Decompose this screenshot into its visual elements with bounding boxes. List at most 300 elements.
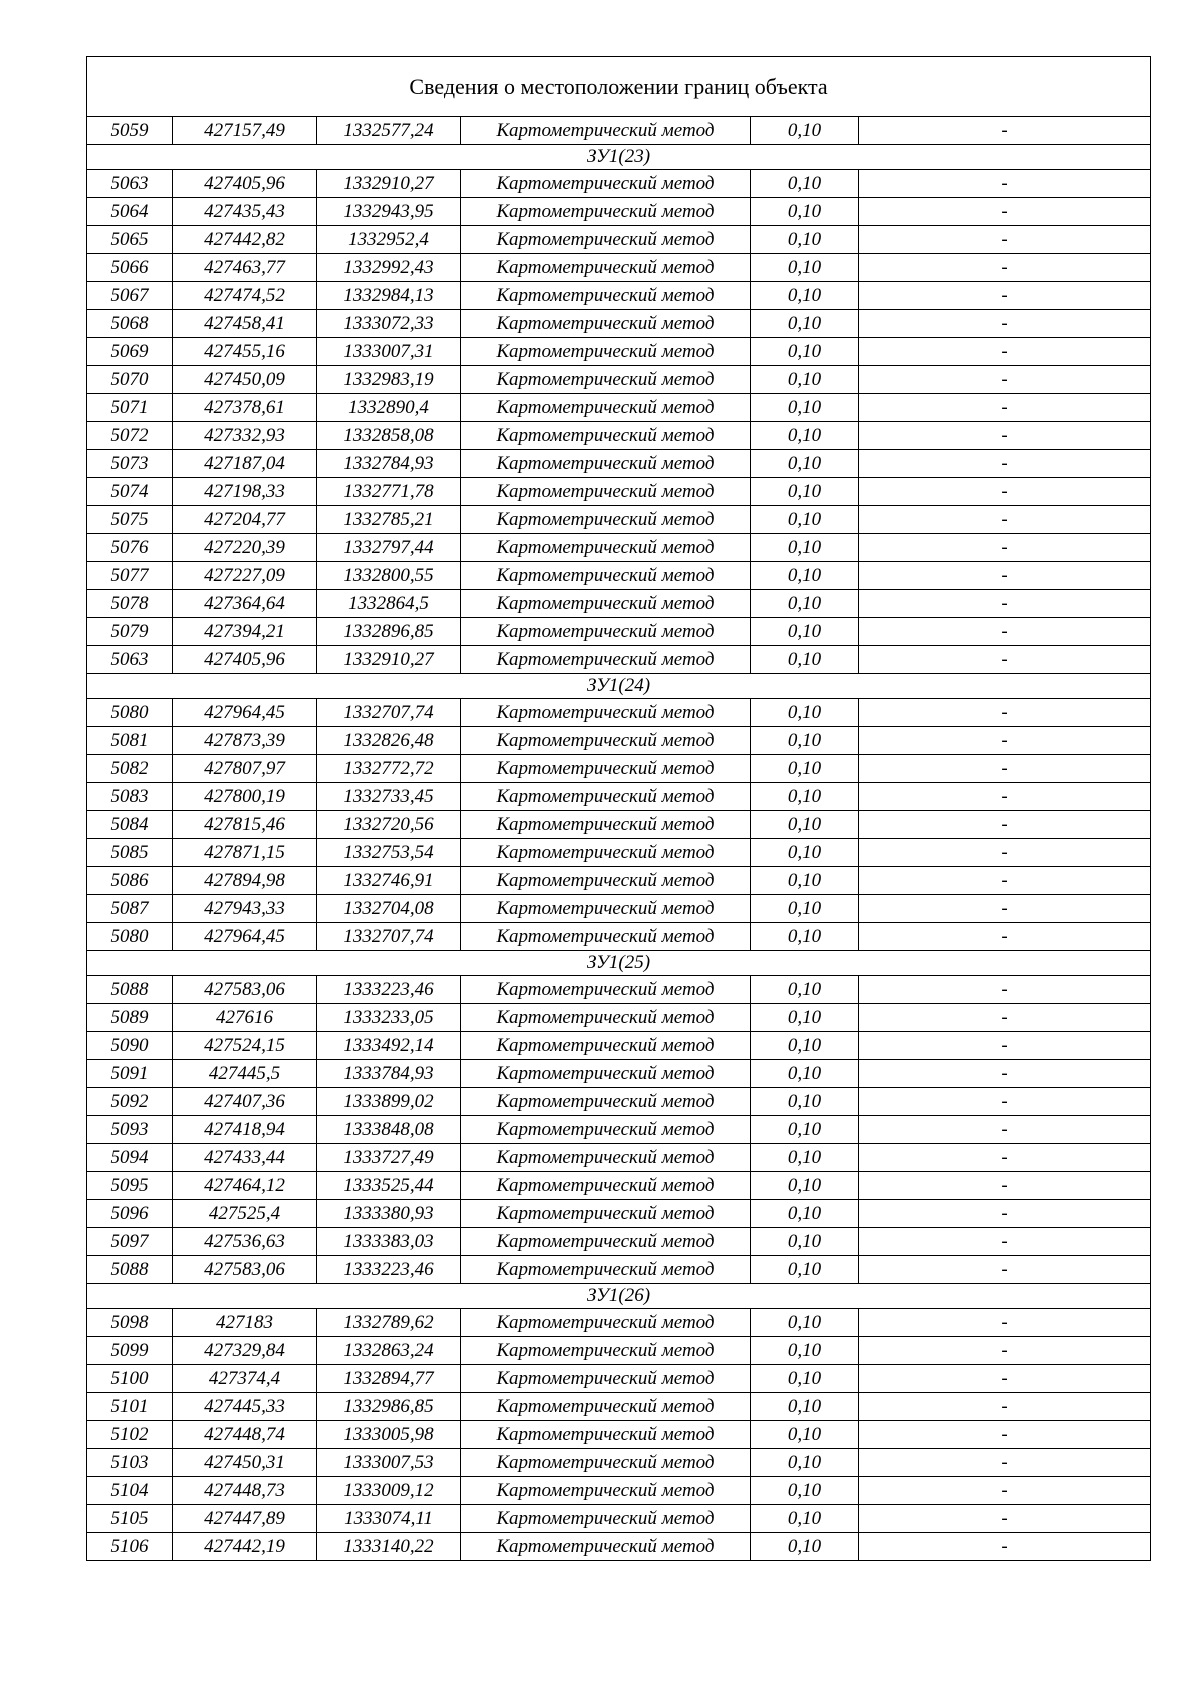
description-cell: -: [859, 506, 1151, 534]
point-number-cell: 5080: [87, 699, 173, 727]
determination-method-cell: Картометрический метод: [461, 1421, 751, 1449]
y-coordinate-cell: 1332753,54: [317, 839, 461, 867]
accuracy-cell: 0,10: [751, 1393, 859, 1421]
determination-method-cell: Картометрический метод: [461, 1477, 751, 1505]
x-coordinate-cell: 427800,19: [173, 783, 317, 811]
x-coordinate-cell: 427220,39: [173, 534, 317, 562]
x-coordinate-cell: 427442,19: [173, 1533, 317, 1561]
point-number-cell: 5065: [87, 226, 173, 254]
point-number-cell: 5064: [87, 198, 173, 226]
accuracy-cell: 0,10: [751, 867, 859, 895]
y-coordinate-cell: 1332746,91: [317, 867, 461, 895]
description-cell: -: [859, 1200, 1151, 1228]
accuracy-cell: 0,10: [751, 170, 859, 198]
point-number-cell: 5063: [87, 646, 173, 674]
accuracy-cell: 0,10: [751, 1060, 859, 1088]
y-coordinate-cell: 1332984,13: [317, 282, 461, 310]
point-number-cell: 5093: [87, 1116, 173, 1144]
point-number-cell: 5104: [87, 1477, 173, 1505]
table-row: [87, 338, 1151, 366]
accuracy-cell: 0,10: [751, 1172, 859, 1200]
point-number-cell: 5100: [87, 1365, 173, 1393]
accuracy-cell: 0,10: [751, 198, 859, 226]
x-coordinate-cell: 427405,96: [173, 646, 317, 674]
accuracy-cell: 0,10: [751, 1337, 859, 1365]
x-coordinate-cell: 427448,74: [173, 1421, 317, 1449]
determination-method-cell: Картометрический метод: [461, 506, 751, 534]
x-coordinate-cell: 427525,4: [173, 1200, 317, 1228]
table-row: [87, 1004, 1151, 1032]
x-coordinate-cell: 427964,45: [173, 699, 317, 727]
x-coordinate-cell: 427445,33: [173, 1393, 317, 1421]
description-cell: -: [859, 1116, 1151, 1144]
x-coordinate-cell: 427405,96: [173, 170, 317, 198]
table-row: [87, 1533, 1151, 1561]
x-coordinate-cell: 427894,98: [173, 867, 317, 895]
x-coordinate-cell: 427157,49: [173, 117, 317, 145]
table-row: [87, 646, 1151, 674]
x-coordinate-cell: 427474,52: [173, 282, 317, 310]
point-number-cell: 5092: [87, 1088, 173, 1116]
point-number-cell: 5080: [87, 923, 173, 951]
description-cell: -: [859, 170, 1151, 198]
determination-method-cell: Картометрический метод: [461, 618, 751, 646]
description-cell: -: [859, 699, 1151, 727]
point-number-cell: 5095: [87, 1172, 173, 1200]
accuracy-cell: 0,10: [751, 366, 859, 394]
table-row: [87, 562, 1151, 590]
accuracy-cell: 0,10: [751, 783, 859, 811]
point-number-cell: 5083: [87, 783, 173, 811]
point-number-cell: 5074: [87, 478, 173, 506]
table-title: Сведения о местоположении границ объекта: [87, 57, 1151, 117]
description-cell: -: [859, 478, 1151, 506]
section-label: ЗУ1(23): [87, 145, 1151, 170]
section-header-row: [87, 674, 1151, 699]
y-coordinate-cell: 1332577,24: [317, 117, 461, 145]
determination-method-cell: Картометрический метод: [461, 534, 751, 562]
table-row: [87, 1116, 1151, 1144]
y-coordinate-cell: 1333383,03: [317, 1228, 461, 1256]
point-number-cell: 5090: [87, 1032, 173, 1060]
determination-method-cell: Картометрический метод: [461, 1144, 751, 1172]
point-number-cell: 5063: [87, 170, 173, 198]
y-coordinate-cell: 1332772,72: [317, 755, 461, 783]
section-header-row: [87, 951, 1151, 976]
description-cell: -: [859, 1228, 1151, 1256]
point-number-cell: 5078: [87, 590, 173, 618]
point-number-cell: 5067: [87, 282, 173, 310]
point-number-cell: 5068: [87, 310, 173, 338]
table-row: [87, 811, 1151, 839]
y-coordinate-cell: 1333233,05: [317, 1004, 461, 1032]
determination-method-cell: Картометрический метод: [461, 198, 751, 226]
table-row: [87, 1337, 1151, 1365]
point-number-cell: 5088: [87, 976, 173, 1004]
y-coordinate-cell: 1332771,78: [317, 478, 461, 506]
table-row: [87, 727, 1151, 755]
y-coordinate-cell: 1333223,46: [317, 1256, 461, 1284]
description-cell: -: [859, 1477, 1151, 1505]
description-cell: -: [859, 895, 1151, 923]
y-coordinate-cell: 1332707,74: [317, 699, 461, 727]
point-number-cell: 5066: [87, 254, 173, 282]
description-cell: -: [859, 755, 1151, 783]
determination-method-cell: Картометрический метод: [461, 867, 751, 895]
table-row: [87, 839, 1151, 867]
table-row: [87, 1365, 1151, 1393]
y-coordinate-cell: 1332789,62: [317, 1309, 461, 1337]
description-cell: -: [859, 1060, 1151, 1088]
accuracy-cell: 0,10: [751, 1228, 859, 1256]
y-coordinate-cell: 1332894,77: [317, 1365, 461, 1393]
description-cell: -: [859, 1088, 1151, 1116]
x-coordinate-cell: 427442,82: [173, 226, 317, 254]
determination-method-cell: Картометрический метод: [461, 1200, 751, 1228]
accuracy-cell: 0,10: [751, 1116, 859, 1144]
accuracy-cell: 0,10: [751, 1144, 859, 1172]
determination-method-cell: Картометрический метод: [461, 783, 751, 811]
x-coordinate-cell: 427536,63: [173, 1228, 317, 1256]
description-cell: -: [859, 226, 1151, 254]
point-number-cell: 5073: [87, 450, 173, 478]
point-number-cell: 5075: [87, 506, 173, 534]
table-row: [87, 755, 1151, 783]
point-number-cell: 5079: [87, 618, 173, 646]
determination-method-cell: Картометрический метод: [461, 1116, 751, 1144]
determination-method-cell: Картометрический метод: [461, 1365, 751, 1393]
point-number-cell: 5085: [87, 839, 173, 867]
determination-method-cell: Картометрический метод: [461, 755, 751, 783]
y-coordinate-cell: 1332733,45: [317, 783, 461, 811]
boundary-coordinates-document: [86, 56, 1150, 1561]
table-row: [87, 450, 1151, 478]
point-number-cell: 5102: [87, 1421, 173, 1449]
x-coordinate-cell: 427463,77: [173, 254, 317, 282]
y-coordinate-cell: 1332826,48: [317, 727, 461, 755]
accuracy-cell: 0,10: [751, 478, 859, 506]
accuracy-cell: 0,10: [751, 1477, 859, 1505]
determination-method-cell: Картометрический метод: [461, 226, 751, 254]
point-number-cell: 5077: [87, 562, 173, 590]
x-coordinate-cell: 427873,39: [173, 727, 317, 755]
x-coordinate-cell: 427583,06: [173, 1256, 317, 1284]
point-number-cell: 5101: [87, 1393, 173, 1421]
determination-method-cell: Картометрический метод: [461, 310, 751, 338]
table-row: [87, 783, 1151, 811]
determination-method-cell: Картометрический метод: [461, 1172, 751, 1200]
y-coordinate-cell: 1332983,19: [317, 366, 461, 394]
description-cell: -: [859, 1365, 1151, 1393]
y-coordinate-cell: 1333492,14: [317, 1032, 461, 1060]
accuracy-cell: 0,10: [751, 811, 859, 839]
determination-method-cell: Картометрический метод: [461, 422, 751, 450]
table-row: [87, 923, 1151, 951]
determination-method-cell: Картометрический метод: [461, 1032, 751, 1060]
x-coordinate-cell: 427458,41: [173, 310, 317, 338]
x-coordinate-cell: 427455,16: [173, 338, 317, 366]
table-row: [87, 1088, 1151, 1116]
determination-method-cell: Картометрический метод: [461, 699, 751, 727]
point-number-cell: 5081: [87, 727, 173, 755]
section-label: ЗУ1(26): [87, 1284, 1151, 1309]
description-cell: -: [859, 1449, 1151, 1477]
table-row: [87, 1032, 1151, 1060]
y-coordinate-cell: 1332800,55: [317, 562, 461, 590]
accuracy-cell: 0,10: [751, 1004, 859, 1032]
description-cell: -: [859, 1309, 1151, 1337]
determination-method-cell: Картометрический метод: [461, 1505, 751, 1533]
y-coordinate-cell: 1333005,98: [317, 1421, 461, 1449]
accuracy-cell: 0,10: [751, 282, 859, 310]
x-coordinate-cell: 427583,06: [173, 976, 317, 1004]
point-number-cell: 5069: [87, 338, 173, 366]
description-cell: -: [859, 1172, 1151, 1200]
determination-method-cell: Картометрический метод: [461, 117, 751, 145]
determination-method-cell: Картометрический метод: [461, 1309, 751, 1337]
section-header-row: [87, 1284, 1151, 1309]
x-coordinate-cell: 427183: [173, 1309, 317, 1337]
accuracy-cell: 0,10: [751, 618, 859, 646]
table-row: [87, 394, 1151, 422]
determination-method-cell: Картометрический метод: [461, 394, 751, 422]
y-coordinate-cell: 1332864,5: [317, 590, 461, 618]
description-cell: -: [859, 646, 1151, 674]
description-cell: -: [859, 839, 1151, 867]
accuracy-cell: 0,10: [751, 562, 859, 590]
y-coordinate-cell: 1332863,24: [317, 1337, 461, 1365]
table-row: [87, 310, 1151, 338]
x-coordinate-cell: 427807,97: [173, 755, 317, 783]
table-row: [87, 478, 1151, 506]
determination-method-cell: Картометрический метод: [461, 1228, 751, 1256]
determination-method-cell: Картометрический метод: [461, 338, 751, 366]
section-label: ЗУ1(25): [87, 951, 1151, 976]
description-cell: -: [859, 1421, 1151, 1449]
table-row: [87, 1172, 1151, 1200]
x-coordinate-cell: 427450,09: [173, 366, 317, 394]
table-row: [87, 506, 1151, 534]
y-coordinate-cell: 1332910,27: [317, 170, 461, 198]
y-coordinate-cell: 1332707,74: [317, 923, 461, 951]
x-coordinate-cell: 427378,61: [173, 394, 317, 422]
description-cell: -: [859, 338, 1151, 366]
y-coordinate-cell: 1333380,93: [317, 1200, 461, 1228]
accuracy-cell: 0,10: [751, 450, 859, 478]
table-row: [87, 366, 1151, 394]
table-row: [87, 1228, 1151, 1256]
table-row: [87, 1421, 1151, 1449]
table-row: [87, 1256, 1151, 1284]
description-cell: -: [859, 1533, 1151, 1561]
determination-method-cell: Картометрический метод: [461, 1060, 751, 1088]
description-cell: -: [859, 310, 1151, 338]
x-coordinate-cell: 427943,33: [173, 895, 317, 923]
x-coordinate-cell: 427418,94: [173, 1116, 317, 1144]
point-number-cell: 5088: [87, 1256, 173, 1284]
accuracy-cell: 0,10: [751, 923, 859, 951]
description-cell: -: [859, 1032, 1151, 1060]
x-coordinate-cell: 427407,36: [173, 1088, 317, 1116]
y-coordinate-cell: 1332890,4: [317, 394, 461, 422]
determination-method-cell: Картометрический метод: [461, 478, 751, 506]
determination-method-cell: Картометрический метод: [461, 976, 751, 1004]
table-row: [87, 1393, 1151, 1421]
accuracy-cell: 0,10: [751, 1533, 859, 1561]
description-cell: -: [859, 1256, 1151, 1284]
y-coordinate-cell: 1333727,49: [317, 1144, 461, 1172]
accuracy-cell: 0,10: [751, 646, 859, 674]
description-cell: -: [859, 811, 1151, 839]
point-number-cell: 5097: [87, 1228, 173, 1256]
x-coordinate-cell: 427435,43: [173, 198, 317, 226]
description-cell: -: [859, 1393, 1151, 1421]
table-row: [87, 976, 1151, 1004]
description-cell: -: [859, 562, 1151, 590]
point-number-cell: 5103: [87, 1449, 173, 1477]
description-cell: -: [859, 282, 1151, 310]
determination-method-cell: Картометрический метод: [461, 282, 751, 310]
determination-method-cell: Картометрический метод: [461, 1337, 751, 1365]
y-coordinate-cell: 1332896,85: [317, 618, 461, 646]
x-coordinate-cell: 427394,21: [173, 618, 317, 646]
determination-method-cell: Картометрический метод: [461, 895, 751, 923]
y-coordinate-cell: 1332704,08: [317, 895, 461, 923]
y-coordinate-cell: 1333072,33: [317, 310, 461, 338]
point-number-cell: 5072: [87, 422, 173, 450]
point-number-cell: 5091: [87, 1060, 173, 1088]
accuracy-cell: 0,10: [751, 1032, 859, 1060]
description-cell: -: [859, 1144, 1151, 1172]
table-row: [87, 422, 1151, 450]
y-coordinate-cell: 1333007,53: [317, 1449, 461, 1477]
y-coordinate-cell: 1333848,08: [317, 1116, 461, 1144]
x-coordinate-cell: 427964,45: [173, 923, 317, 951]
x-coordinate-cell: 427198,33: [173, 478, 317, 506]
description-cell: -: [859, 366, 1151, 394]
point-number-cell: 5099: [87, 1337, 173, 1365]
table-row: [87, 867, 1151, 895]
table-row: [87, 1309, 1151, 1337]
y-coordinate-cell: 1332952,4: [317, 226, 461, 254]
determination-method-cell: Картометрический метод: [461, 727, 751, 755]
description-cell: -: [859, 923, 1151, 951]
accuracy-cell: 0,10: [751, 976, 859, 1004]
determination-method-cell: Картометрический метод: [461, 562, 751, 590]
determination-method-cell: Картометрический метод: [461, 1088, 751, 1116]
determination-method-cell: Картометрический метод: [461, 590, 751, 618]
x-coordinate-cell: 427464,12: [173, 1172, 317, 1200]
y-coordinate-cell: 1332992,43: [317, 254, 461, 282]
point-number-cell: 5096: [87, 1200, 173, 1228]
point-number-cell: 5106: [87, 1533, 173, 1561]
y-coordinate-cell: 1333223,46: [317, 976, 461, 1004]
description-cell: -: [859, 618, 1151, 646]
determination-method-cell: Картометрический метод: [461, 1004, 751, 1032]
table-row: [87, 1144, 1151, 1172]
accuracy-cell: 0,10: [751, 1200, 859, 1228]
accuracy-cell: 0,10: [751, 117, 859, 145]
point-number-cell: 5098: [87, 1309, 173, 1337]
x-coordinate-cell: 427187,04: [173, 450, 317, 478]
determination-method-cell: Картометрический метод: [461, 923, 751, 951]
x-coordinate-cell: 427524,15: [173, 1032, 317, 1060]
table-row: [87, 1060, 1151, 1088]
description-cell: -: [859, 783, 1151, 811]
description-cell: -: [859, 1004, 1151, 1032]
determination-method-cell: Картометрический метод: [461, 450, 751, 478]
accuracy-cell: 0,10: [751, 1365, 859, 1393]
accuracy-cell: 0,10: [751, 1449, 859, 1477]
x-coordinate-cell: 427329,84: [173, 1337, 317, 1365]
accuracy-cell: 0,10: [751, 1256, 859, 1284]
table-row: [87, 1449, 1151, 1477]
table-row: [87, 117, 1151, 145]
determination-method-cell: Картометрический метод: [461, 170, 751, 198]
x-coordinate-cell: 427364,64: [173, 590, 317, 618]
table-row: [87, 590, 1151, 618]
table-row: [87, 282, 1151, 310]
determination-method-cell: Картометрический метод: [461, 1449, 751, 1477]
accuracy-cell: 0,10: [751, 534, 859, 562]
determination-method-cell: Картометрический метод: [461, 1533, 751, 1561]
description-cell: -: [859, 394, 1151, 422]
x-coordinate-cell: 427815,46: [173, 811, 317, 839]
x-coordinate-cell: 427448,73: [173, 1477, 317, 1505]
point-number-cell: 5084: [87, 811, 173, 839]
point-number-cell: 5086: [87, 867, 173, 895]
point-number-cell: 5071: [87, 394, 173, 422]
description-cell: -: [859, 117, 1151, 145]
y-coordinate-cell: 1332858,08: [317, 422, 461, 450]
accuracy-cell: 0,10: [751, 394, 859, 422]
y-coordinate-cell: 1333525,44: [317, 1172, 461, 1200]
section-header-row: [87, 145, 1151, 170]
accuracy-cell: 0,10: [751, 839, 859, 867]
x-coordinate-cell: 427871,15: [173, 839, 317, 867]
y-coordinate-cell: 1332910,27: [317, 646, 461, 674]
accuracy-cell: 0,10: [751, 699, 859, 727]
table-row: [87, 198, 1151, 226]
accuracy-cell: 0,10: [751, 727, 859, 755]
table-row: [87, 618, 1151, 646]
y-coordinate-cell: 1333784,93: [317, 1060, 461, 1088]
accuracy-cell: 0,10: [751, 1088, 859, 1116]
x-coordinate-cell: 427616: [173, 1004, 317, 1032]
x-coordinate-cell: 427445,5: [173, 1060, 317, 1088]
x-coordinate-cell: 427332,93: [173, 422, 317, 450]
table-row: [87, 1477, 1151, 1505]
x-coordinate-cell: 427204,77: [173, 506, 317, 534]
point-number-cell: 5076: [87, 534, 173, 562]
x-coordinate-cell: 427433,44: [173, 1144, 317, 1172]
y-coordinate-cell: 1332986,85: [317, 1393, 461, 1421]
table-row: [87, 226, 1151, 254]
accuracy-cell: 0,10: [751, 895, 859, 923]
x-coordinate-cell: 427447,89: [173, 1505, 317, 1533]
table-row: [87, 534, 1151, 562]
x-coordinate-cell: 427450,31: [173, 1449, 317, 1477]
accuracy-cell: 0,10: [751, 590, 859, 618]
determination-method-cell: Картометрический метод: [461, 366, 751, 394]
accuracy-cell: 0,10: [751, 1309, 859, 1337]
y-coordinate-cell: 1333074,11: [317, 1505, 461, 1533]
determination-method-cell: Картометрический метод: [461, 839, 751, 867]
description-cell: -: [859, 1337, 1151, 1365]
description-cell: -: [859, 198, 1151, 226]
description-cell: -: [859, 727, 1151, 755]
determination-method-cell: Картометрический метод: [461, 1256, 751, 1284]
